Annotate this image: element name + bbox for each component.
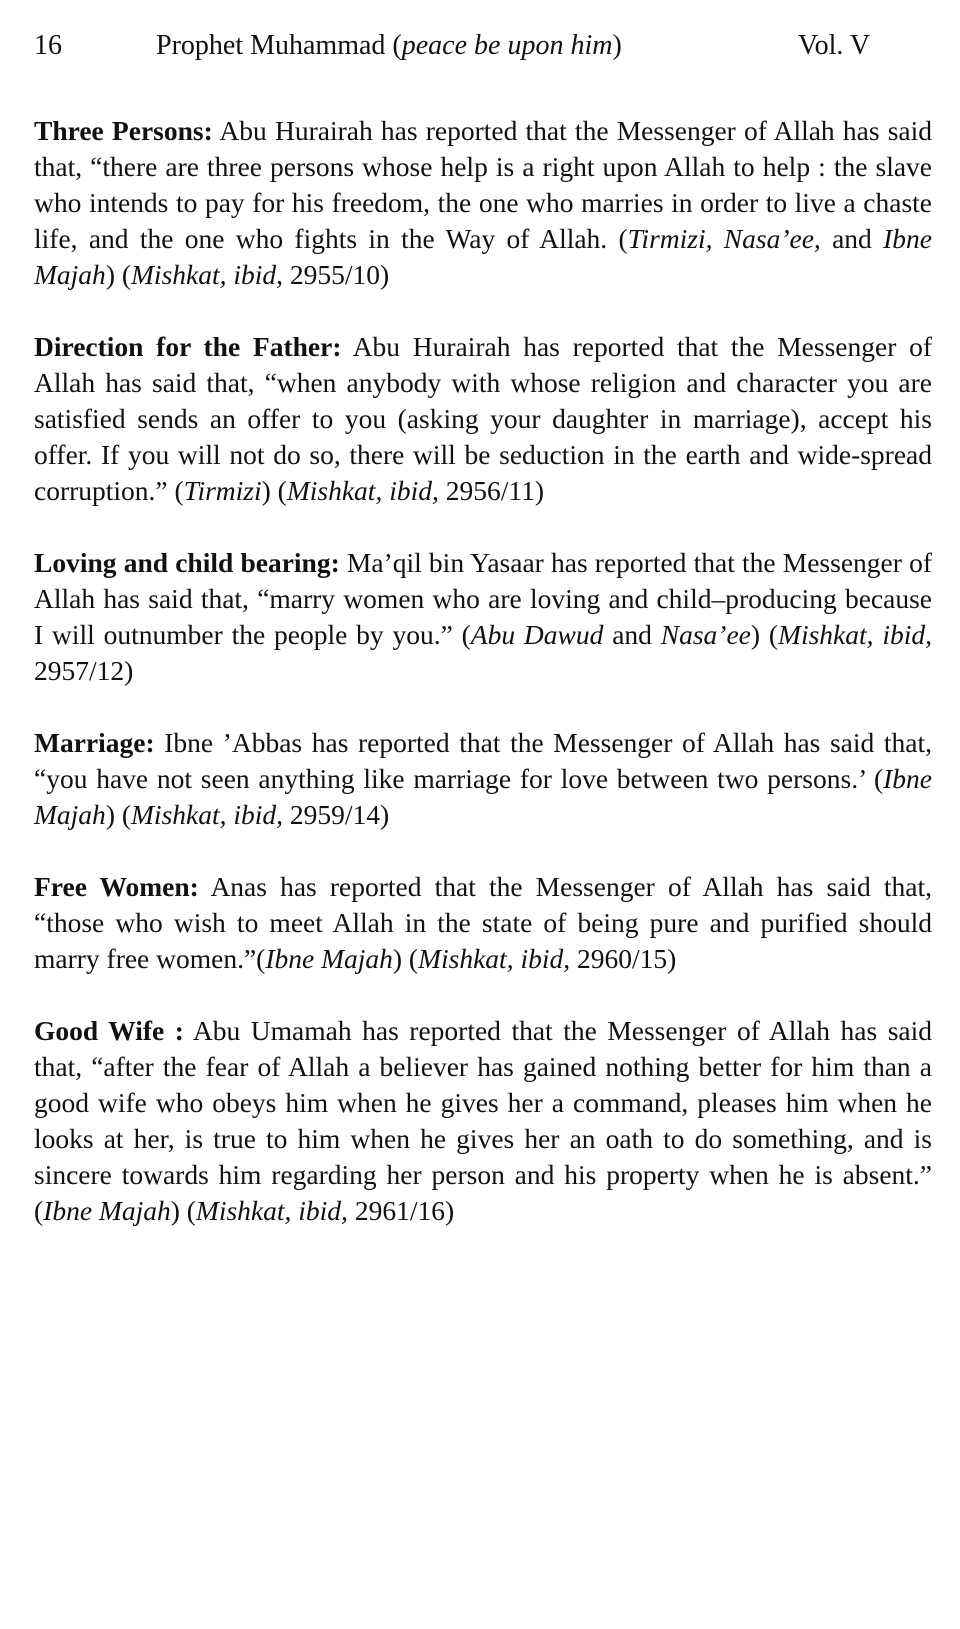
hadith-reference: 2957/12) [34, 655, 134, 686]
hadith-reference: 2955/10) [283, 259, 390, 290]
hadith-marriage [34, 725, 932, 833]
hadith-body: Ma’qil bin Yasaar has reported that the Messenger of Allah has said that, “marry women who are loving and child–producing because I will outnumber the people by you.” ( [34, 547, 932, 650]
hadith-direction-for-father [34, 329, 932, 509]
book-title-close: ) [612, 30, 622, 61]
hadith-three-persons [34, 113, 932, 293]
volume-label: Vol. V [798, 30, 871, 61]
hadith-source: Mishkat, ibid, [131, 799, 284, 830]
hadith-reference: 2960/15) [570, 943, 677, 974]
hadith-source: Mishkat, ibid, [195, 1195, 348, 1226]
hadith-source: Tirmizi, Nasa’ee, [627, 223, 821, 254]
hadith-connector: ) ( [105, 259, 132, 290]
hadith-heading: Free Women: [34, 871, 199, 902]
hadith-body: Abu Hurairah has reported that the Messenger of Allah has said that, “there are three persons whose help is a right upon Allah to help : the slave who intends to pay for his freedom, the one who marries in order to live a chaste life, and the one who fights in the Way of Allah. ( [34, 115, 932, 254]
book-title-italic: peace be upon him [401, 30, 613, 61]
hadith-source: Ibne Majah [265, 943, 393, 974]
running-header [34, 26, 932, 66]
hadith-source: Ibne Majah [34, 223, 932, 290]
book-title [156, 26, 622, 66]
hadith-heading: Good Wife : [34, 1015, 184, 1046]
hadith-heading: Marriage: [34, 727, 155, 758]
hadith-heading: Loving and child bearing: [34, 547, 340, 578]
hadith-connector: and [603, 619, 661, 650]
hadith-source: Abu Dawud [470, 619, 604, 650]
hadith-connector: and [820, 223, 884, 254]
hadith-free-women [34, 869, 932, 977]
hadith-source: Mishkat, ibid, [131, 259, 284, 290]
hadith-reference: 2956/11) [438, 475, 545, 506]
hadith-connector: ) ( [105, 799, 132, 830]
book-page [34, 26, 932, 1229]
hadith-connector: ) ( [750, 619, 779, 650]
hadith-heading: Three Persons: [34, 115, 213, 146]
hadith-source: Mishkat, ibid, [286, 475, 439, 506]
hadith-loving-child-bearing [34, 545, 932, 689]
hadith-source: Ibne Majah [34, 763, 932, 830]
hadith-connector: ) ( [170, 1195, 196, 1226]
hadith-body: Abu Hurairah has reported that the Messenger of Allah has said that, “when anybody with whose religion and character you are satisfied sends an offer to you (asking your daughter in marriage), accept his offer. If you will not do so, there will be seduction in the earth and wide-spread corruption.” ( [34, 331, 932, 506]
hadith-body: Abu Umamah has reported that the Messenger of Allah has said that, “after the fear of Allah a believer has gained nothing better for him than a good wife who obeys him when he gives her a command, pleases him when he looks at her, is true to him when he gives her an oath to do something, and is sincere towards him regarding her person and his property when he is absent.” ( [34, 1015, 932, 1226]
hadith-reference: 2961/16) [347, 1195, 455, 1226]
hadith-source: Ibne Majah [43, 1195, 171, 1226]
book-title-main: Prophet Muhammad ( [156, 30, 402, 61]
hadith-source: Nasa’ee [660, 619, 751, 650]
page-number: 16 [34, 30, 62, 61]
hadith-connector: ) ( [261, 475, 287, 506]
hadith-reference: 2959/14) [283, 799, 390, 830]
hadith-body: Ibne ’Abbas has reported that the Messenger of Allah has said that, “you have not seen anything like marriage for love between two persons.’ ( [34, 727, 932, 794]
hadith-good-wife [34, 1013, 932, 1229]
hadith-source: Mishkat, ibid, [778, 619, 932, 650]
hadith-source: Tirmizi [183, 475, 262, 506]
hadith-connector: ) ( [392, 943, 419, 974]
hadith-source: Mishkat, ibid, [418, 943, 571, 974]
hadith-heading: Direction for the Father: [34, 331, 342, 362]
hadith-body: Anas has reported that the Messenger of Allah has said that, “those who wish to meet Allah in the state of being pure and purified should marry free women.”( [34, 871, 932, 974]
